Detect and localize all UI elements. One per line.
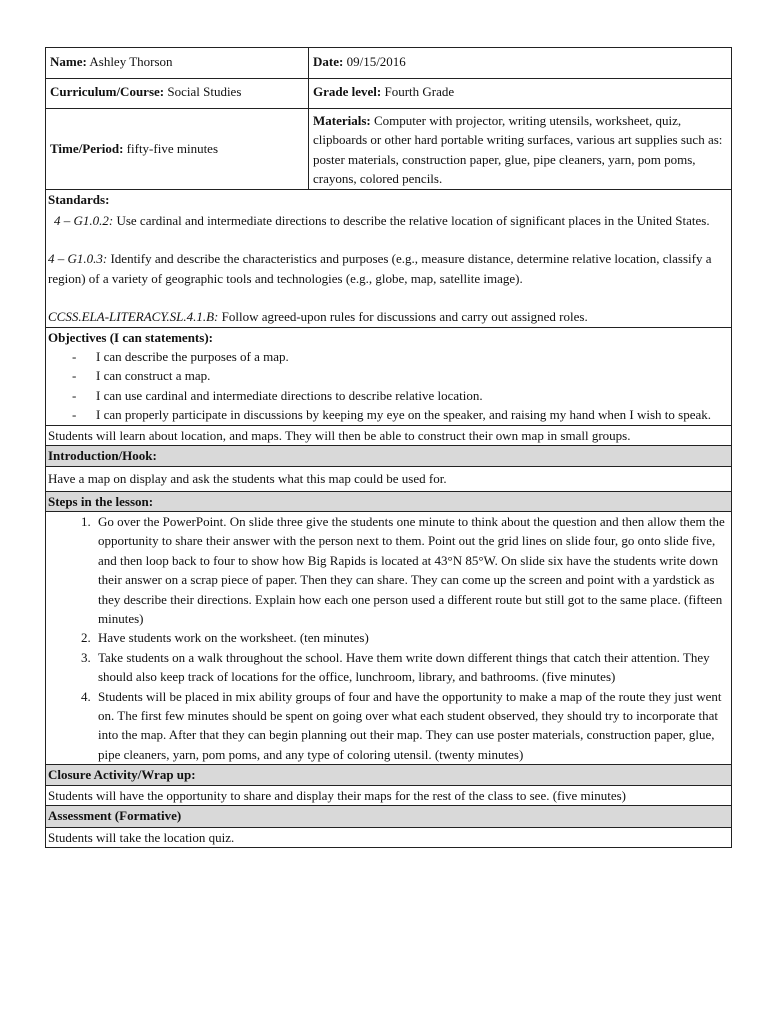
- objectives-label: Objectives (I can statements):: [48, 329, 213, 345]
- name-date-row: [46, 48, 732, 79]
- date-cell: [309, 48, 732, 79]
- list-item: - I can properly participate in discussions by keeping my eye on the speaker, and raising my hand when I wish to speak.: [96, 405, 727, 424]
- standards-row: [46, 189, 732, 327]
- time-label: Time/Period:: [50, 141, 124, 157]
- intro-row: [46, 466, 732, 491]
- time-cell: [46, 109, 309, 190]
- list-item: - I can construct a map.: [96, 366, 727, 385]
- closure-text: Students will have the opportunity to share and display their maps for the rest of the class to see. (five minutes): [46, 785, 732, 805]
- steps-list: [50, 512, 727, 764]
- list-item: 1. Go over the PowerPoint. On slide three give the students one minute to think about the question and then allow them the opportunity to share their answer with the person next to them. Point out the grid lines on slide four, go onto slide five, and then loop back to four to show how Big Rapids is located at 43°N 85°W. On slide six have the students write down their answer on a scrap piece of paper. Then they can share. They can come up the screen and point with a yardstick as they describe their directions. Explain how each one person used a different route but still got to the same place. (fifteen minutes): [94, 512, 727, 628]
- list-item: 3. Take students on a walk throughout the school. Have them write down different things that catch their attention. They should also keep track of locations for the office, lunchroom, library, and bathrooms. (five minutes): [94, 648, 727, 687]
- steps-label-cell: [46, 491, 732, 511]
- objectives-cell: [46, 327, 732, 425]
- objectives-list: [48, 347, 727, 425]
- list-item: 2. Have students work on the worksheet. (ten minutes): [94, 628, 727, 647]
- steps-cell: [46, 511, 732, 764]
- standards-label: Standards:: [48, 191, 110, 207]
- objectives-row: [46, 327, 732, 425]
- intro-label-row: [46, 446, 732, 466]
- materials-label: Materials:: [313, 113, 371, 128]
- assessment-label-cell: [46, 806, 732, 828]
- lesson-plan-table: [45, 47, 732, 848]
- standard-item: CCSS.ELA-LITERACY.SL.4.1.B: Follow agreed-upon rules for discussions and carry out assigned roles.: [48, 309, 588, 325]
- standard-item: 4 – G1.0.2: Use cardinal and intermediate directions to describe the relative location of significant places in the United States.: [54, 213, 710, 229]
- materials-value: Computer with projector, writing utensils, worksheet, quiz, clipboards or other hard portable writing surfaces, various art supplies such as: poster materials, construction paper, glue, pipe cleaners, yarn, pom poms, crayons, colored pencils.: [313, 113, 723, 187]
- course-grade-row: [46, 79, 732, 109]
- summary-text: Students will learn about location, and maps. They will then be able to construct their own map in small groups.: [46, 425, 732, 445]
- list-item: - I can use cardinal and intermediate directions to describe relative location.: [96, 386, 727, 405]
- assessment-label: Assessment (Formative): [48, 808, 182, 823]
- steps-row: [46, 511, 732, 764]
- course-cell: [46, 79, 309, 109]
- standard-item: 4 – G1.0.3: Identify and describe the characteristics and purposes (e.g., measure distance, determine relative location, classify a region) of a variety of geographic tools and technologies (e.g., globe, map, satellite image).: [48, 251, 712, 286]
- closure-label-row: [46, 765, 732, 785]
- steps-label: Steps in the lesson:: [48, 493, 154, 509]
- list-item: - I can describe the purposes of a map.: [96, 347, 727, 366]
- intro-label: Introduction/Hook:: [48, 448, 157, 464]
- intro-label-cell: [46, 446, 732, 466]
- steps-label-row: [46, 491, 732, 511]
- summary-row: [46, 425, 732, 445]
- intro-text: Have a map on display and ask the students what this map could be used for.: [46, 466, 732, 491]
- lesson-plan-page: [45, 47, 731, 848]
- grade-label: Grade level:: [313, 84, 382, 99]
- closure-label-cell: [46, 765, 732, 785]
- date-label: Date:: [313, 54, 344, 69]
- course-value: Social Studies: [167, 84, 242, 99]
- name-label: Name:: [50, 54, 87, 69]
- list-item: 4. Students will be placed in mix ability groups of four and have the opportunity to make a map of the route they just went on. The first few minutes should be spent on going over what each student observed, they should try to incorporate that into the map. After that they can begin planning out their map. They can use poster materials, construction paper, glue, pipe cleaners, yarn, pom poms, and any type of coloring utensil. (twenty minutes): [94, 687, 727, 765]
- time-value: fifty-five minutes: [126, 141, 219, 157]
- assessment-text: Students will take the location quiz.: [46, 828, 732, 848]
- time-materials-row: [46, 109, 732, 190]
- grade-value: Fourth Grade: [384, 84, 455, 99]
- assessment-label-row: [46, 806, 732, 828]
- course-label: Curriculum/Course:: [50, 84, 165, 99]
- assessment-row: [46, 828, 732, 848]
- standards-cell: [46, 189, 732, 327]
- grade-cell: [309, 79, 732, 109]
- teacher-name: Ashley Thorson: [89, 54, 173, 69]
- lesson-date: 09/15/2016: [346, 54, 406, 69]
- name-cell: [46, 48, 309, 79]
- closure-label: Closure Activity/Wrap up:: [48, 767, 196, 783]
- materials-cell: [309, 109, 732, 190]
- closure-row: [46, 785, 732, 805]
